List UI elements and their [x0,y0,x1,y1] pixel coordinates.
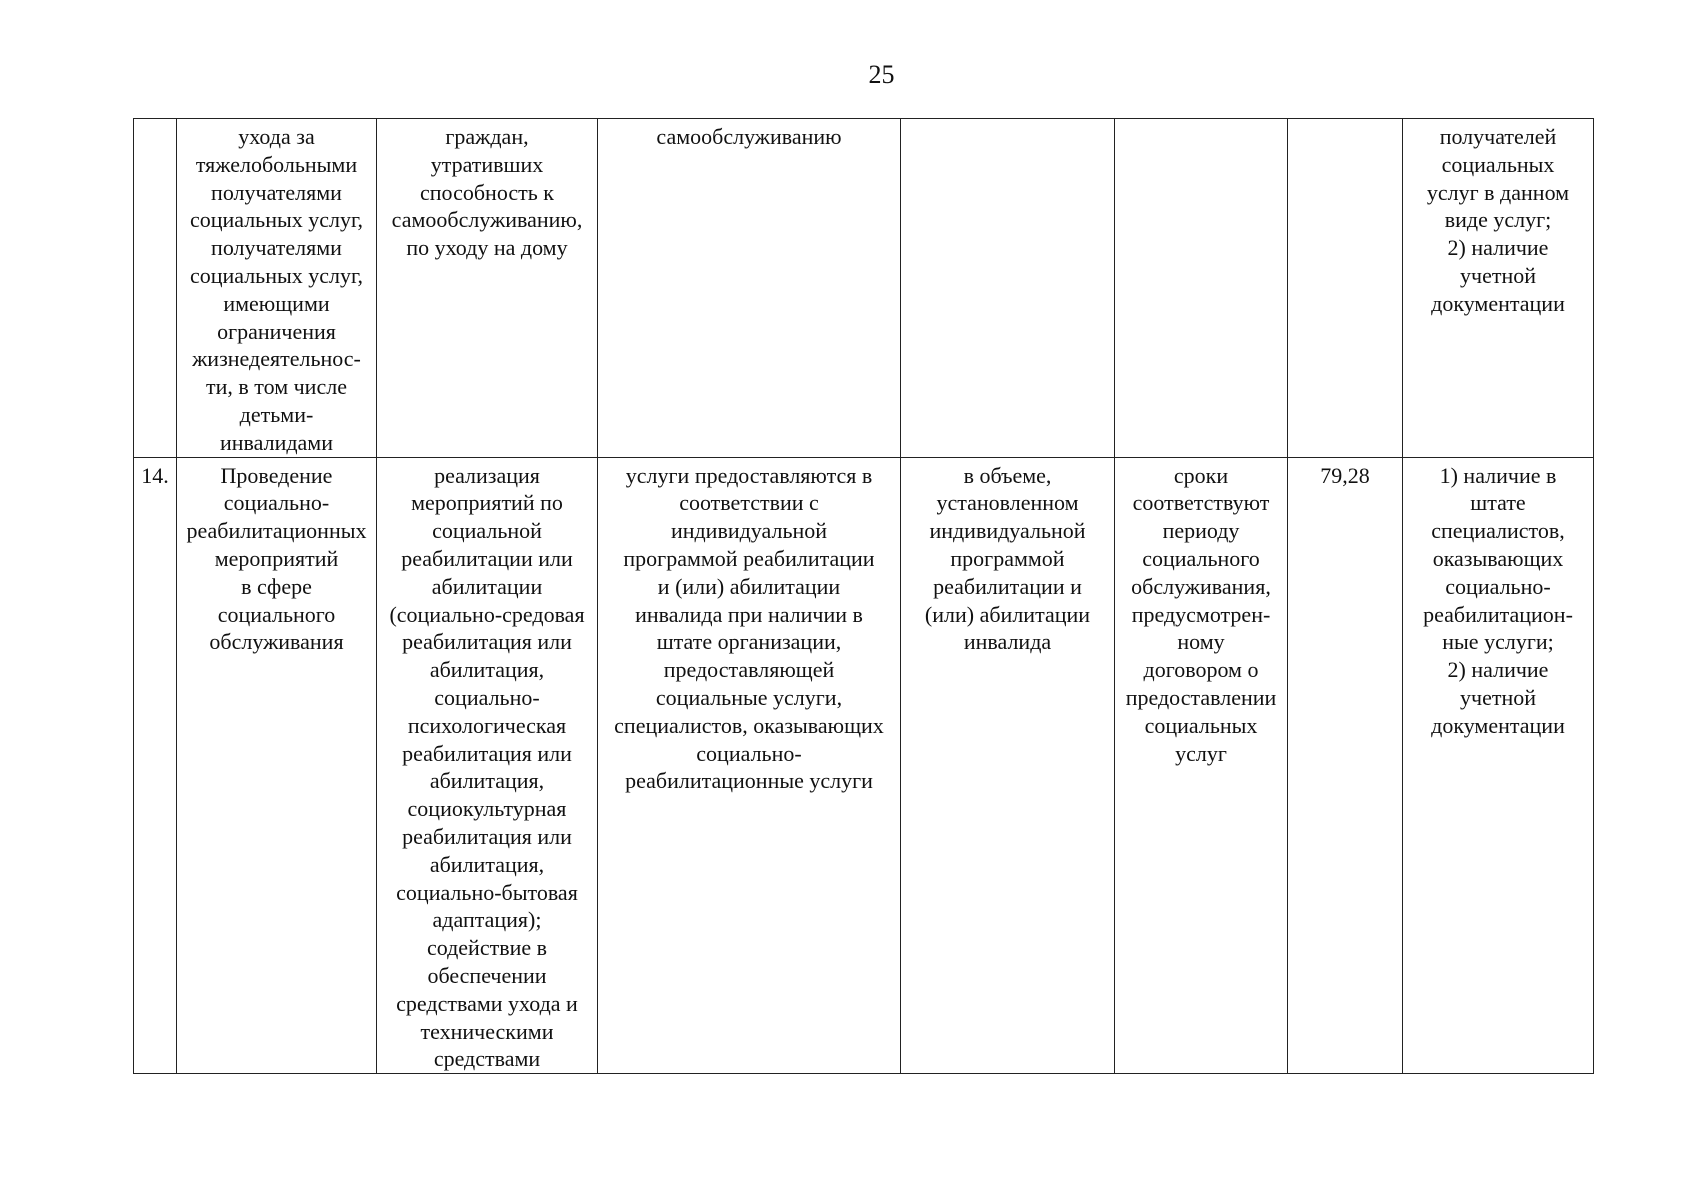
service-tariff-cell: 79,28 [1288,457,1403,1074]
row-number-cell [134,119,177,458]
table-row [134,119,1594,458]
service-name-cell: ухода за тяжелобольными получателями социальных услуг, получателями социальных услуг, имеющими ограничения жизнедеятельнос- ти, в том числе детьми- инвалидами [177,119,377,458]
services-table [133,118,1594,1074]
page-number: 25 [868,60,895,89]
service-tariff-cell [1288,119,1403,458]
service-volume-cell [901,119,1115,458]
row-number-cell: 14. [134,457,177,1074]
service-terms-cell: сроки соответствуют периоду социального обслуживания, предусмотрен- ному договором о предоставлении социальных услуг [1115,457,1288,1074]
service-content-cell: реализация мероприятий по социальной реабилитации или абилитации (социально-средовая реабилитация или абилитация, социально- психологическая реабилитация или абилитация, социокультурная реабилитация или абилитация, социально-бытовая адаптация); содействие в обеспечении средствами ухода и техническими средствами [377,457,598,1074]
service-quality-cell: получателей социальных услуг в данном виде услуг; 2) наличие учетной документации [1403,119,1594,458]
service-terms-cell [1115,119,1288,458]
table-row [134,457,1594,1074]
service-quality-cell: 1) наличие в штате специалистов, оказывающих социально- реабилитацион- ные услуги; 2) наличие учетной документации [1403,457,1594,1074]
service-conditions-cell: самообслуживанию [598,119,901,458]
service-name-cell: Проведение социально- реабилитационных мероприятий в сфере социального обслуживания [177,457,377,1074]
service-volume-cell: в объеме, установленном индивидуальной программой реабилитации и (или) абилитации инвалида [901,457,1115,1074]
service-conditions-cell: услуги предоставляются в соответствии с индивидуальной программой реабилитации и (или) абилитации инвалида при наличии в штате организации, предоставляющей социальные услуги, специалистов, оказывающих социально- реабилитационные услуги [598,457,901,1074]
service-content-cell: граждан, утративших способность к самообслуживанию, по уходу на дому [377,119,598,458]
